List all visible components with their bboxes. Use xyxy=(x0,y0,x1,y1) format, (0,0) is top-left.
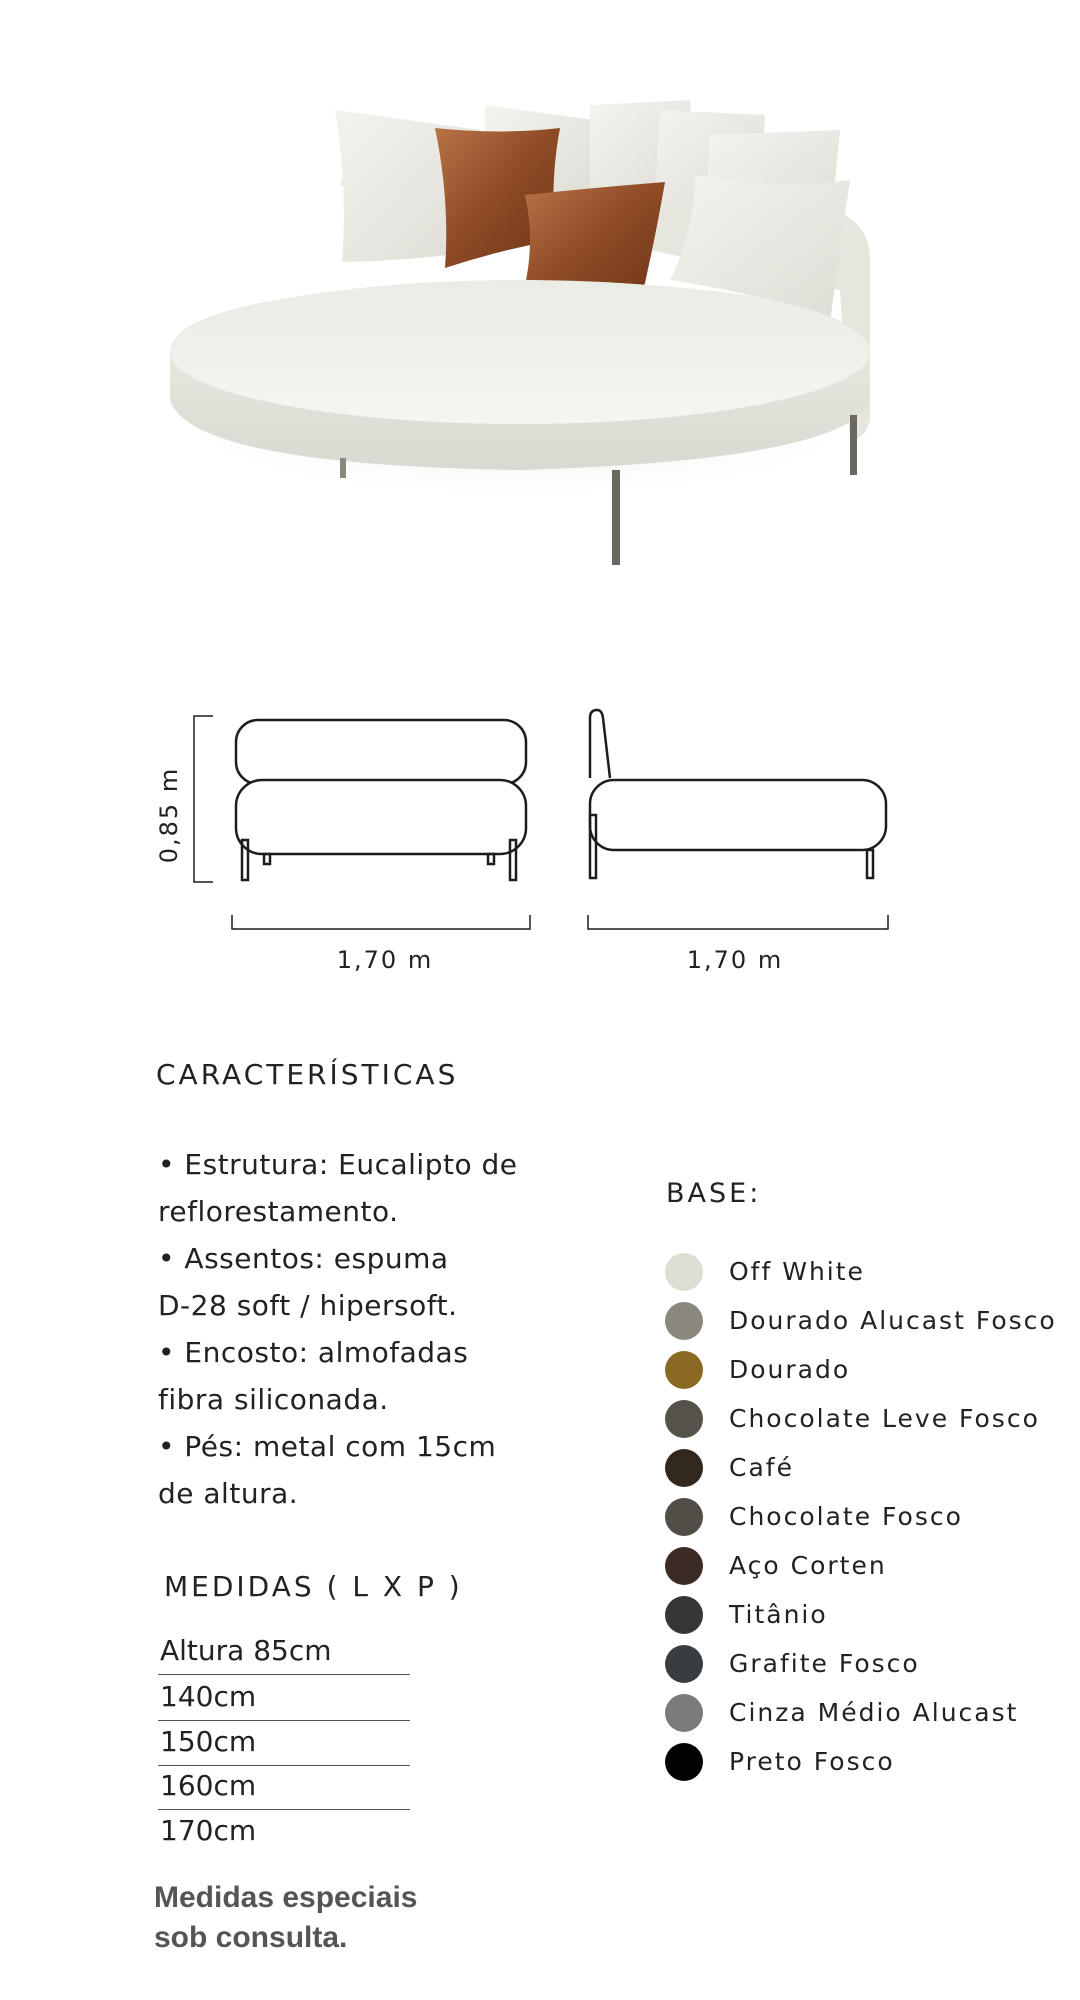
product-image xyxy=(150,90,890,610)
measures-title: MEDIDAS ( L X P ) xyxy=(164,1570,463,1603)
color-label: Dourado xyxy=(729,1355,851,1384)
color-swatch xyxy=(665,1400,703,1438)
note-line: sob consulta. xyxy=(154,1921,348,1954)
color-swatch xyxy=(665,1449,703,1487)
side-depth-label: 1,70 m xyxy=(686,946,784,974)
color-label: Aço Corten xyxy=(729,1551,887,1580)
feature-line: • Estrutura: Eucalipto de xyxy=(158,1148,518,1181)
measure-row xyxy=(158,1810,410,1854)
front-width-label: 1,70 m xyxy=(336,946,434,974)
color-swatch xyxy=(665,1694,703,1732)
base-option-chocolate-fosco[interactable] xyxy=(665,1498,995,1538)
color-label: Titânio xyxy=(729,1600,828,1629)
color-swatch xyxy=(665,1302,703,1340)
measure-value: 170cm xyxy=(160,1814,257,1847)
color-swatch xyxy=(665,1645,703,1683)
measure-row xyxy=(158,1721,410,1766)
measure-value: 150cm xyxy=(160,1725,257,1758)
base-option-aco-corten[interactable] xyxy=(665,1547,995,1587)
color-swatch xyxy=(665,1498,703,1536)
color-label: Café xyxy=(729,1453,794,1482)
measure-row xyxy=(158,1765,410,1810)
note-line: Medidas especiais xyxy=(154,1881,418,1914)
feature-line: • Pés: metal com 15cm xyxy=(158,1430,497,1463)
base-option-chocolate-leve-fosco[interactable] xyxy=(665,1400,1040,1440)
color-swatch xyxy=(665,1596,703,1634)
features-title: CARACTERÍSTICAS xyxy=(156,1058,459,1091)
base-option-titanio[interactable] xyxy=(665,1596,995,1636)
special-measures-note xyxy=(154,1878,574,1958)
feature-line: fibra siliconada. xyxy=(158,1383,389,1416)
feature-line: reflorestamento. xyxy=(158,1195,399,1228)
color-label: Off White xyxy=(729,1257,865,1286)
base-option-off-white[interactable] xyxy=(665,1253,995,1293)
feature-line: • Encosto: almofadas xyxy=(158,1336,469,1369)
color-swatch xyxy=(665,1547,703,1585)
measure-value: 140cm xyxy=(160,1680,257,1713)
color-label: Preto Fosco xyxy=(729,1747,895,1776)
base-title: BASE: xyxy=(666,1178,762,1209)
base-option-dourado[interactable] xyxy=(665,1351,995,1391)
base-option-dourado-alucast-fosco[interactable] xyxy=(665,1302,1057,1342)
feature-line: D-28 soft / hipersoft. xyxy=(158,1289,458,1322)
base-option-cafe[interactable] xyxy=(665,1449,995,1489)
color-label: Chocolate Fosco xyxy=(729,1502,963,1531)
feature-line: • Assentos: espuma xyxy=(158,1242,449,1275)
measure-row xyxy=(158,1676,410,1721)
color-label: Cinza Médio Alucast xyxy=(729,1698,1019,1727)
measure-row xyxy=(158,1630,410,1675)
features-list xyxy=(158,1141,578,1517)
color-label: Grafite Fosco xyxy=(729,1649,920,1678)
base-option-grafite-fosco[interactable] xyxy=(665,1645,995,1685)
measure-value: Altura 85cm xyxy=(160,1634,332,1667)
feature-line: de altura. xyxy=(158,1477,299,1510)
measure-value: 160cm xyxy=(160,1769,257,1802)
height-dimension-label: 0,85 m xyxy=(155,766,183,864)
color-label: Chocolate Leve Fosco xyxy=(729,1404,1040,1433)
base-option-cinza-medio-alucast[interactable] xyxy=(665,1694,1019,1734)
color-swatch xyxy=(665,1743,703,1781)
color-label: Dourado Alucast Fosco xyxy=(729,1306,1057,1335)
base-option-preto-fosco[interactable] xyxy=(665,1743,995,1783)
color-swatch xyxy=(665,1351,703,1389)
color-swatch xyxy=(665,1253,703,1291)
